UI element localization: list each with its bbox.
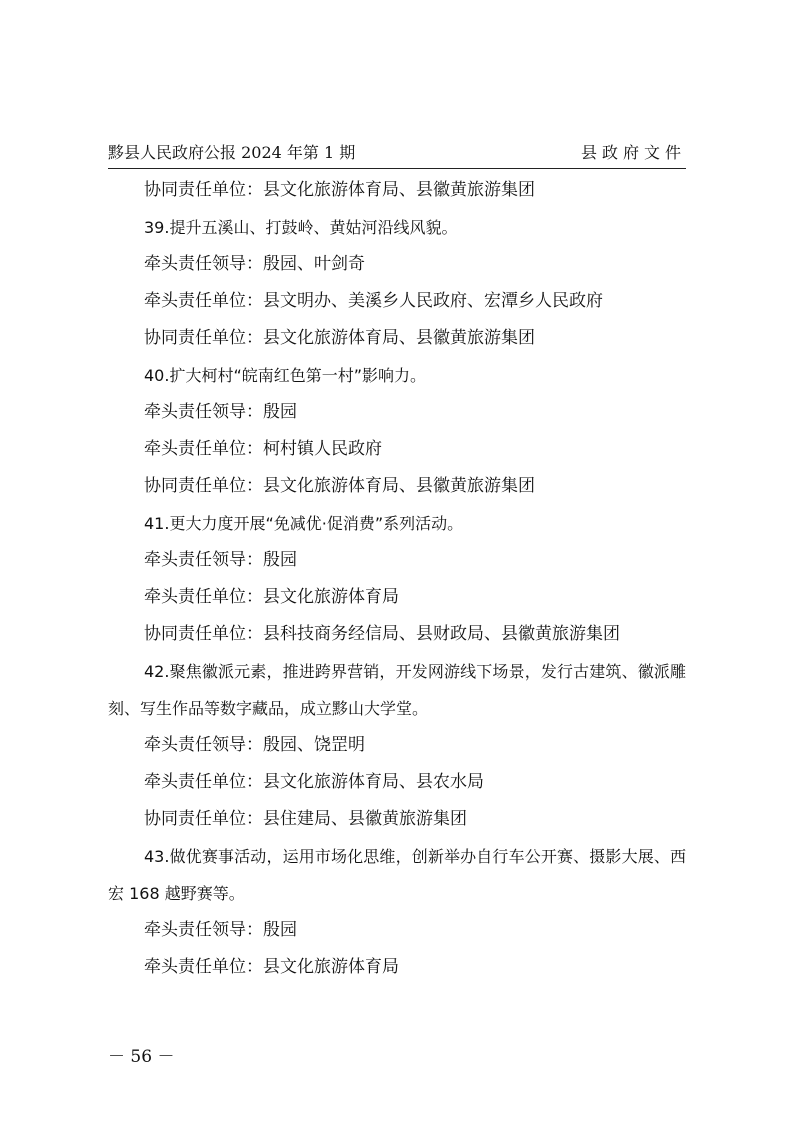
body-line: 牵头责任单位：县文化旅游体育局、县农水局 [144,772,484,792]
body-line: 牵头责任单位：柯村镇人民政府 [144,439,382,459]
body-line: 协同责任单位：县文化旅游体育局、县徽黄旅游集团 [144,180,535,200]
task-item: 42.聚焦徽派元素，推进跨界营销，开发网游线下场景，发行古建筑、徽派雕刻、写生作品等数字藏品，成立黟山大学堂。 [108,662,686,718]
body-line: 协同责任单位：县文化旅游体育局、县徽黄旅游集团 [144,328,535,348]
body-line: 协同责任单位：县住建局、县徽黄旅游集团 [144,809,467,829]
body-line: 牵头责任单位：县文明办、美溪乡人民政府、宏潭乡人民政府 [144,291,603,311]
header-divider [108,168,686,169]
task-item: 41.更大力度开展“免减优·促消费”系列活动。 [144,514,464,533]
body-line: 牵头责任领导：殷园 [144,920,297,940]
body-line: 牵头责任领导：殷园 [144,550,297,570]
body-line: 协同责任单位：县文化旅游体育局、县徽黄旅游集团 [144,476,535,496]
task-item: 40.扩大柯村“皖南红色第一村”影响力。 [144,366,427,385]
task-item: 43.做优赛事活动，运用市场化思维，创新举办自行车公开赛、摄影大展、西宏 168 越野赛等。 [108,847,686,903]
document-body [108,172,686,986]
body-line: 协同责任单位：县科技商务经信局、县财政局、县徽黄旅游集团 [144,624,620,644]
body-line: 牵头责任领导：殷园、饶罡明 [144,735,365,755]
bulletin-title: 黟县人民政府公报 2024 年第 1 期 [108,143,356,162]
running-header [108,140,686,166]
body-line: 牵头责任单位：县文化旅游体育局 [144,587,399,607]
task-item: 39.提升五溪山、打鼓岭、黄姑河沿线风貌。 [144,218,458,237]
body-line: 牵头责任领导：殷园、叶剑奇 [144,254,365,274]
body-line: 牵头责任领导：殷园 [144,402,297,422]
body-line: 牵头责任单位：县文化旅游体育局 [144,957,399,977]
section-label: 县政府文件 [580,143,686,162]
page-number: － 56 － [108,1047,175,1067]
